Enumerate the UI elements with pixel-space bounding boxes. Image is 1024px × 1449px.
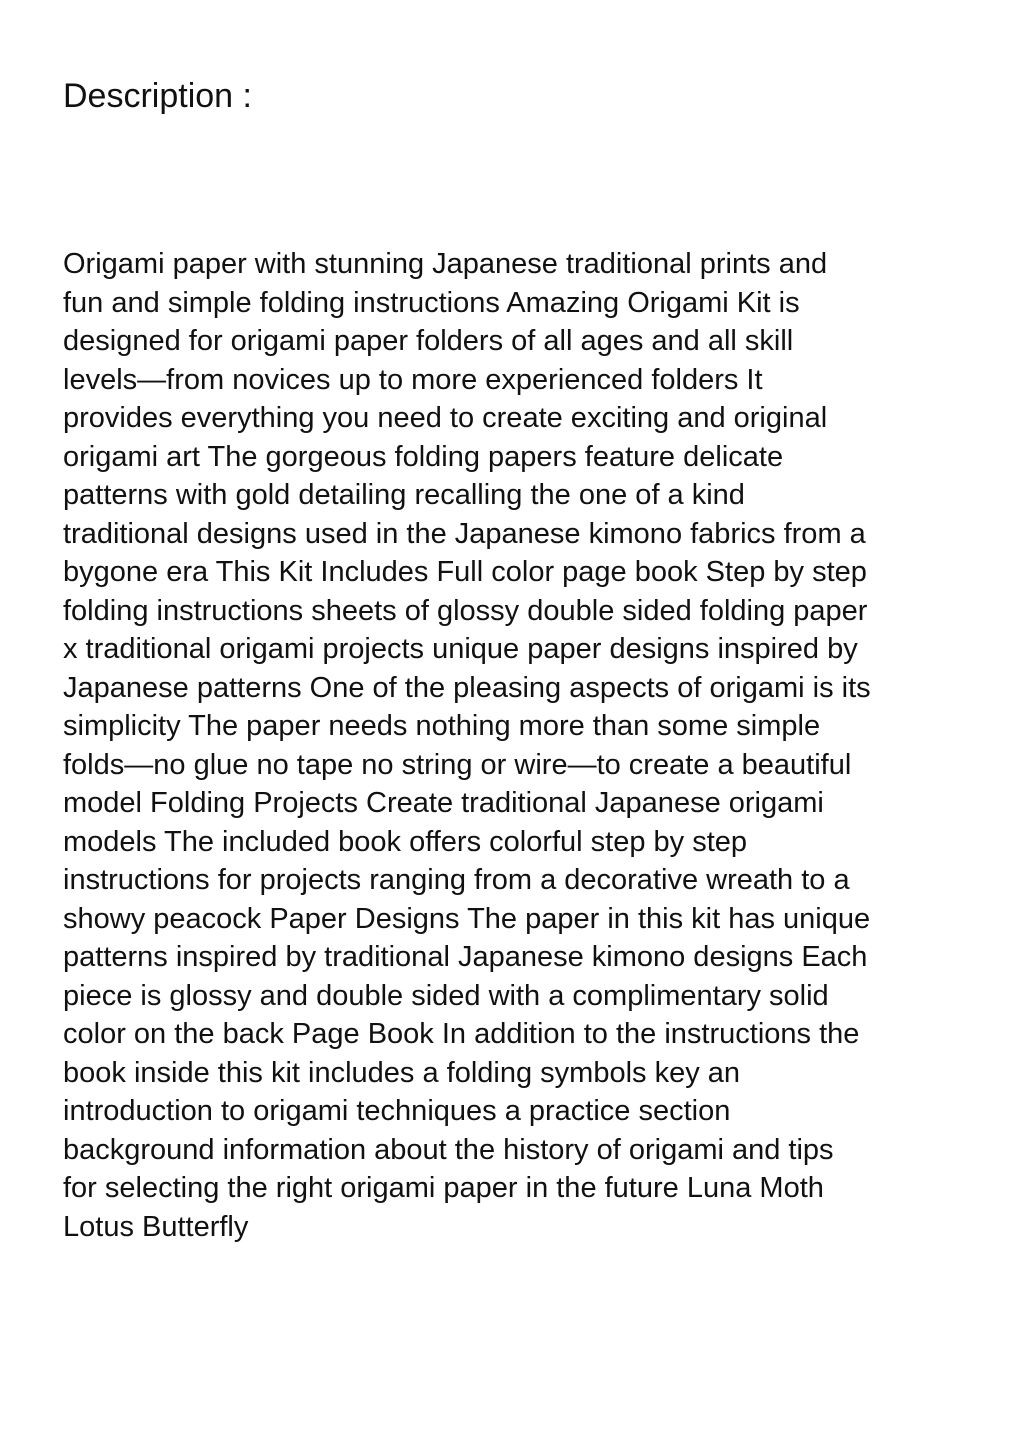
description-line: bygone era This Kit Includes Full color page book Step by step — [63, 556, 867, 588]
description-line: provides everything you need to create exciting and original — [63, 402, 828, 434]
description-line: color on the back Page Book In addition to the instructions the — [63, 1018, 860, 1050]
description-line: x traditional origami projects unique paper designs inspired by — [63, 633, 858, 665]
description-line: Japanese patterns One of the pleasing aspects of origami is its — [63, 671, 871, 704]
description-line: showy peacock Paper Designs The paper in this kit has unique — [63, 902, 871, 935]
description-line: traditional designs used in the Japanese kimono fabrics from a — [63, 517, 866, 550]
description-line: folds—no glue no tape no string or wire—to create a beautiful — [63, 748, 852, 781]
description-line: patterns inspired by traditional Japanese kimono designs Each — [63, 941, 868, 973]
description-line: fun and simple folding instructions Amazing Origami Kit is — [63, 286, 800, 319]
description-line: Lotus Butterfly — [63, 1210, 249, 1243]
description-line: simplicity The paper needs nothing more than some simple — [63, 710, 821, 742]
description-line: designed for origami paper folders of all ages and all skill — [63, 325, 794, 357]
description-line: patterns with gold detailing recalling the one of a kind — [63, 479, 745, 511]
description-line: book inside this kit includes a folding symbols key an — [63, 1056, 741, 1089]
description-body — [63, 245, 983, 1246]
description-line: model Folding Projects Create traditional Japanese origami — [63, 787, 824, 819]
description-line: Origami paper with stunning Japanese traditional prints and — [63, 248, 828, 280]
description-heading: Description : — [63, 77, 252, 115]
description-line: piece is glossy and double sided with a complimentary solid — [63, 979, 829, 1012]
description-line: background information about the history of origami and tips — [63, 1133, 834, 1166]
description-line: for selecting the right origami paper in the future Luna Moth — [63, 1172, 824, 1204]
description-line: models The included book offers colorful step by step — [63, 825, 748, 858]
description-line: levels—from novices up to more experienced folders It — [63, 363, 763, 396]
description-line: introduction to origami techniques a practice section — [63, 1095, 731, 1127]
description-line: folding instructions sheets of glossy double sided folding paper — [63, 594, 868, 627]
description-line: instructions for projects ranging from a decorative wreath to a — [63, 864, 850, 896]
description-line: origami art The gorgeous folding papers feature delicate — [63, 440, 784, 473]
